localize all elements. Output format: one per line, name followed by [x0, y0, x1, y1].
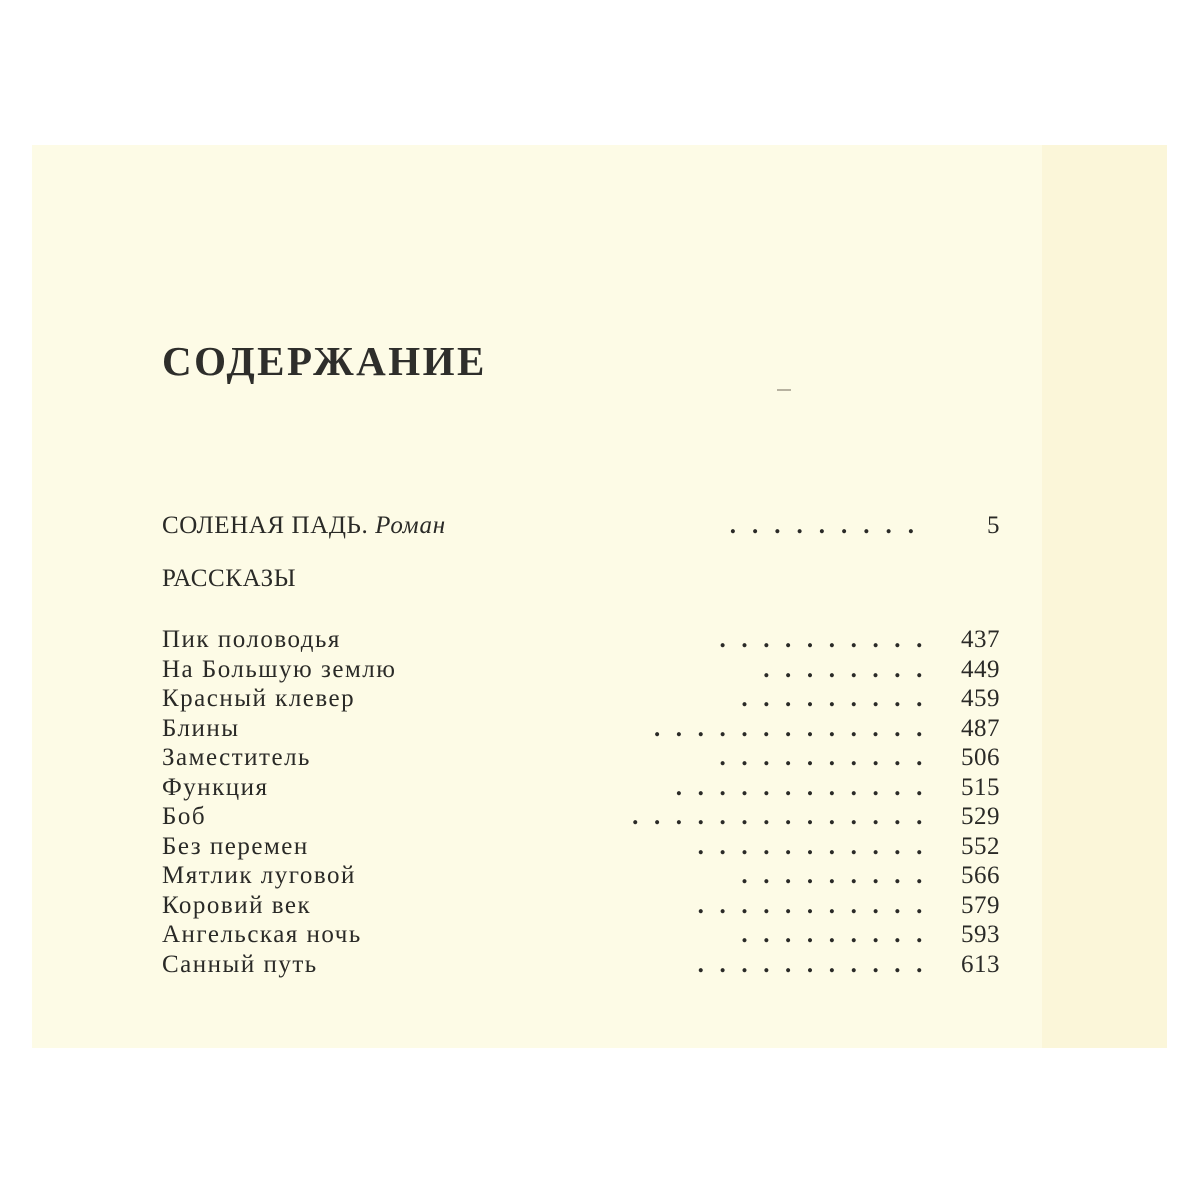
- toc-entry[interactable]: [162, 802, 1000, 832]
- toc-entry-page: 515: [961, 773, 1000, 801]
- toc-entry-page: 552: [961, 832, 1000, 860]
- toc-main-entry-title: СОЛЕНАЯ ПАДЬ.: [162, 512, 369, 539]
- dot-leader: ...........: [697, 832, 938, 860]
- dot-leader: ..........: [719, 744, 938, 771]
- dot-leader: .............: [653, 714, 938, 742]
- toc-entry-title: Санный путь: [162, 950, 318, 978]
- toc-entry[interactable]: [162, 891, 1000, 921]
- toc-main-entry[interactable]: [162, 507, 1000, 545]
- dot-leader: ...........: [697, 891, 938, 919]
- toc-entry-title: Красный клевер: [162, 685, 356, 712]
- toc-entry-page: 459: [961, 685, 1000, 712]
- toc-entry[interactable]: [162, 684, 1000, 714]
- toc-entry-title: Пик половодья: [162, 626, 341, 653]
- toc-list: [162, 625, 1000, 979]
- toc-entry-page: 593: [961, 921, 1000, 948]
- toc-entry-page: 529: [961, 803, 1000, 830]
- toc-entry-title: Мятлик луговой: [162, 862, 356, 889]
- toc-entry-title: Функция: [162, 773, 269, 801]
- dot-leader: ..........: [719, 626, 938, 653]
- toc-entry-page: 506: [961, 744, 1000, 771]
- toc-entry[interactable]: [162, 625, 1000, 655]
- toc-entry-page: 449: [961, 655, 1000, 683]
- toc-entry-title: На Большую землю: [162, 655, 397, 683]
- toc-entry-page: 613: [961, 950, 1000, 978]
- toc-entry-title: Ангельская ночь: [162, 921, 362, 948]
- toc-main-entry-subtitle: Роман: [375, 512, 446, 539]
- dot-leader: .........: [741, 685, 938, 712]
- print-smudge: [777, 389, 791, 391]
- page-title: СОДЕРЖАНИЕ: [162, 338, 487, 384]
- dot-leader: ..............: [632, 803, 938, 830]
- toc-entry-title: Блины: [162, 714, 240, 742]
- toc-entry[interactable]: [162, 714, 1000, 744]
- dot-leader: ........: [763, 655, 938, 683]
- toc-entry[interactable]: [162, 861, 1000, 891]
- toc-entry[interactable]: [162, 920, 1000, 950]
- toc-entry[interactable]: [162, 655, 1000, 685]
- toc-entry-page: 487: [961, 714, 1000, 742]
- toc-entry-title: Коровий век: [162, 891, 312, 919]
- toc-entry-page: 566: [961, 862, 1000, 889]
- toc-entry[interactable]: [162, 832, 1000, 862]
- toc-entry-page: 579: [961, 891, 1000, 919]
- book-page: [32, 145, 1167, 1048]
- dot-leader: ............: [675, 773, 938, 801]
- dot-leader: .........: [729, 512, 930, 539]
- toc-entry-title: Без перемен: [162, 832, 309, 860]
- section-title: РАССКАЗЫ: [162, 565, 297, 592]
- toc-entry-title: Заместитель: [162, 744, 311, 771]
- toc-entry[interactable]: [162, 743, 1000, 773]
- toc-main-entry-page: 5: [987, 512, 1000, 539]
- toc-main-entry-label: [162, 507, 446, 545]
- toc-entry-page: 437: [961, 626, 1000, 653]
- dot-leader: ...........: [697, 950, 938, 978]
- toc-entry-title: Боб: [162, 803, 207, 830]
- toc-entry[interactable]: [162, 773, 1000, 803]
- page-edge-shading: [1042, 145, 1167, 1048]
- dot-leader: .........: [741, 921, 938, 948]
- dot-leader: .........: [741, 862, 938, 889]
- toc-entry[interactable]: [162, 950, 1000, 980]
